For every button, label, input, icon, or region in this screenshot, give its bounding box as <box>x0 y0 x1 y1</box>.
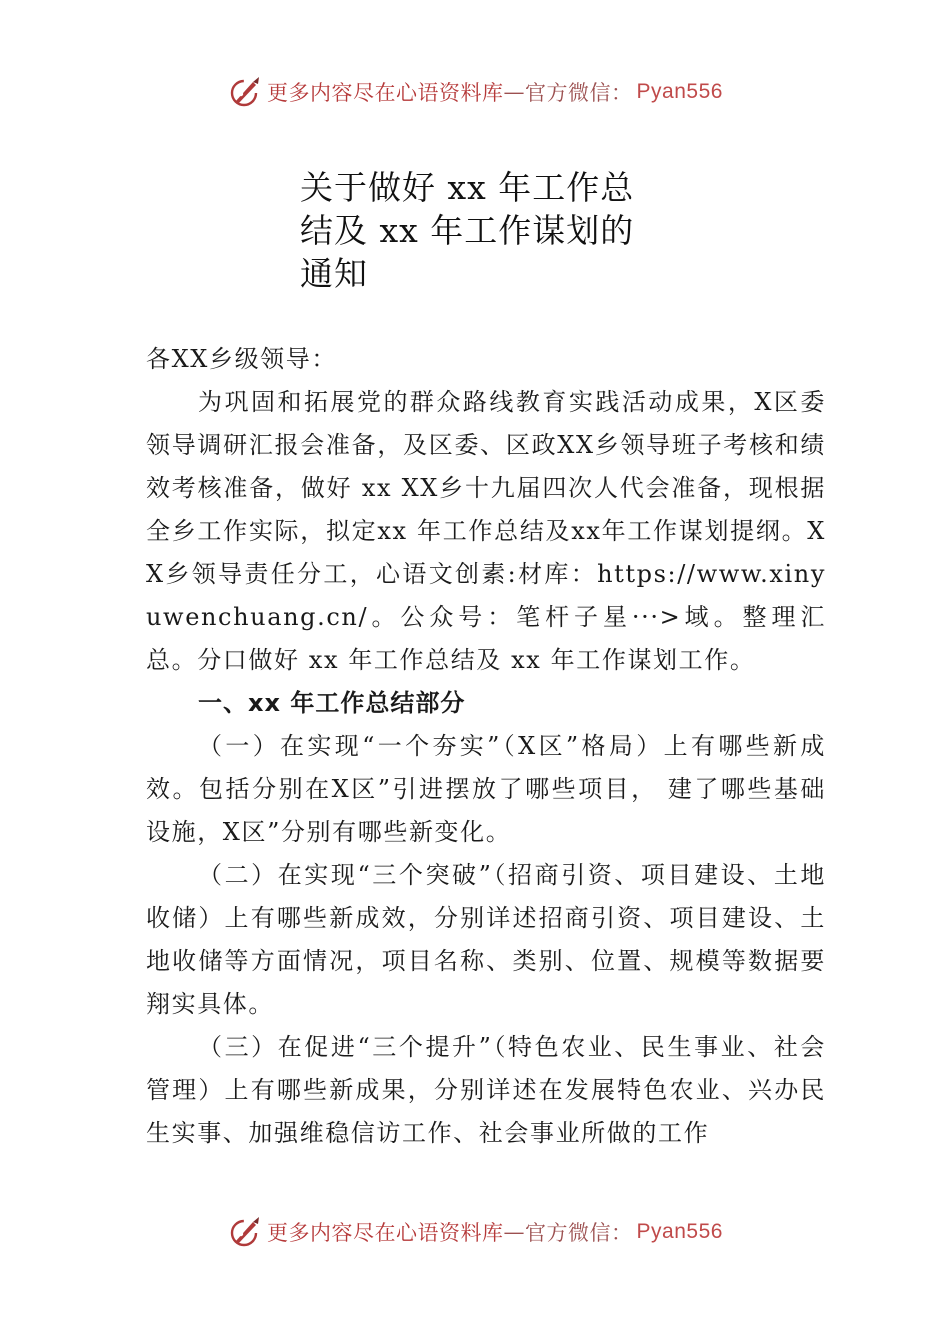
document-body <box>146 338 826 1155</box>
title-line: 关于做好 xx 年工作总 <box>300 168 635 207</box>
watermark-wechat-handle: Pyan556 <box>636 1220 723 1243</box>
watermark-library-text: 更多内容尽在心语资料库 <box>267 1221 504 1245</box>
intro-paragraph: 为巩固和拓展党的群众路线教育实践活动成果，X区委领导调研汇报会准备，及区委、区政XX乡领导班子考核和绩效考核准备，做好 xx XX乡十九届四次人代会准备，现根据全乡工作实际，拟定xx 年工作总结及xx年工作谋划提纲。XX乡领导责任分工，心语文创素:材库：https://www.xinyuwenchuang.cn/。公众号：笔杆子星···>域。整理汇总。分口做好 xx 年工作总结及 xx 年工作谋划工作。 <box>146 388 826 674</box>
title-line: 结及 xx 年工作谋划的 <box>300 211 635 250</box>
document-title <box>300 166 660 295</box>
list-item: （二）在实现“三个突破”（招商引资、项目建设、土地收储）上有哪些新成效，分别详述招商引资、项目建设、土地收储等方面情况，项目名称、类别、位置、规模等数据要翔实具体。 <box>146 861 826 1018</box>
quill-logo-icon <box>227 74 263 110</box>
watermark-wechat-label: 官方微信： <box>525 81 633 105</box>
watermark-wechat-label: 官方微信： <box>525 1221 633 1245</box>
title-line: 通知 <box>300 254 368 293</box>
watermark-wechat-handle: Pyan556 <box>636 80 723 103</box>
list-item: （一）在实现“一个夯实”（X区”格局）上有哪些新成效。包括分别在X区”引进摆放了哪些项目， 建了哪些基础设施，X区”分别有哪些新变化。 <box>146 732 826 846</box>
watermark-dash: — <box>503 1220 526 1244</box>
quill-logo-icon <box>227 1214 263 1250</box>
watermark-banner-top <box>0 70 950 114</box>
salutation: 各XX乡级领导： <box>146 345 337 373</box>
watermark-banner-bottom <box>0 1210 950 1254</box>
list-item: （三）在促进“三个提升”（特色农业、民生事业、社会管理）上有哪些新成果，分别详述在发展特色农业、兴办民生实事、加强维稳信访工作、社会事业所做的工作 <box>146 1033 826 1147</box>
section-heading: 一、xx 年工作总结部分 <box>198 689 466 717</box>
watermark-library-text: 更多内容尽在心语资料库 <box>267 81 504 105</box>
watermark-dash: — <box>503 80 526 104</box>
